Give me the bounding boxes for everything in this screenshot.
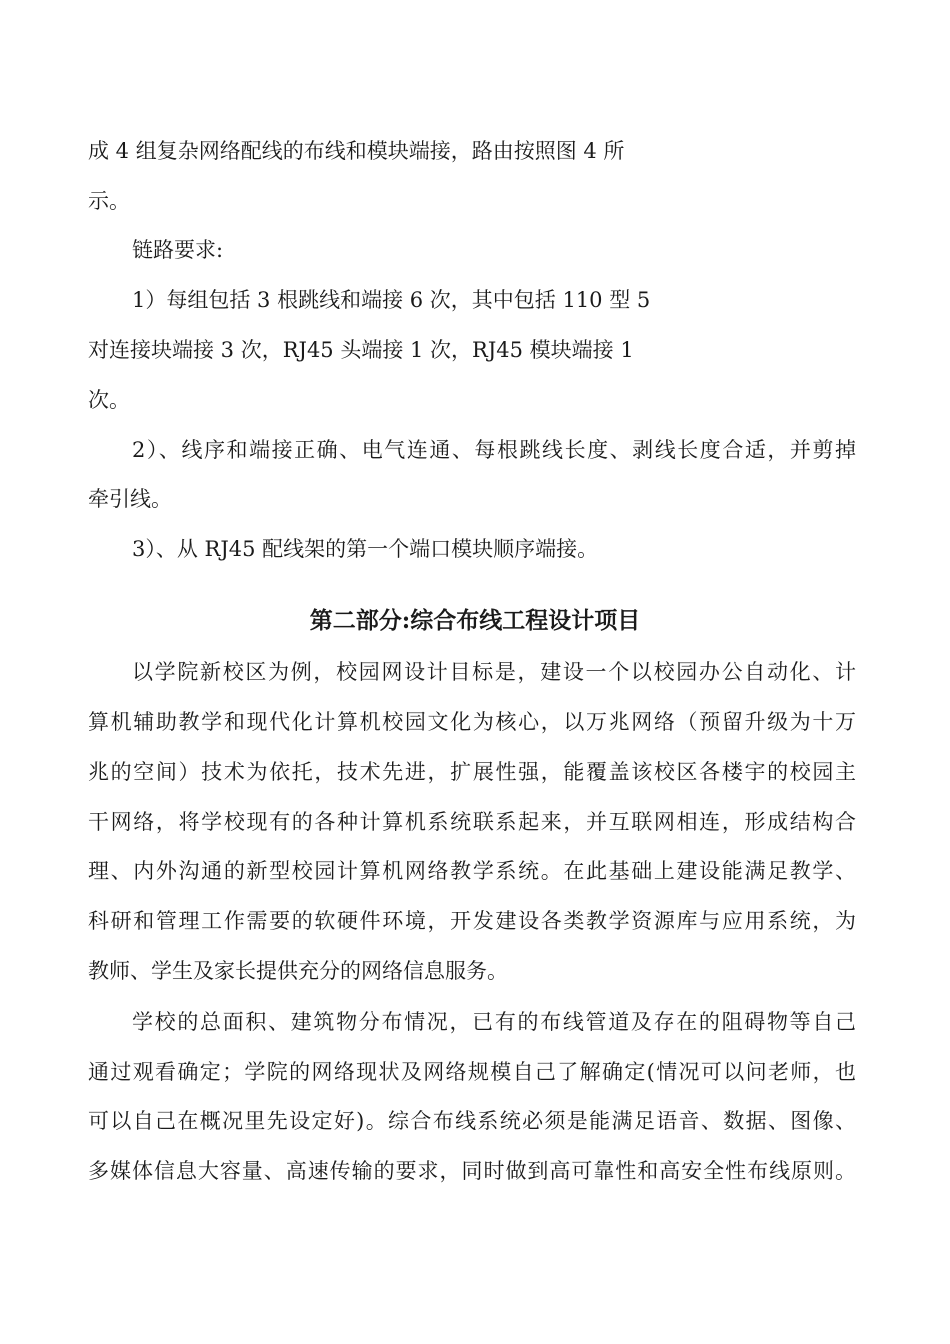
section1-line-4: 1）每组包括 3 根跳线和端接 6 次，其中包括 110 型 5 [132, 288, 651, 312]
paragraph2-line-3: 可以自己在概况里先设定好)。综合布线系统必须是能满足语音、数据、图像、 [88, 1109, 856, 1133]
paragraph1-line-2: 算机辅助教学和现代化计算机校园文化为核心，以万兆网络（预留升级为十万 [88, 710, 856, 734]
paragraph2-line-4: 多媒体信息大容量、高速传输的要求，同时做到高可靠性和高安全性布线原则。 [88, 1159, 856, 1183]
section1-line-6: 次。 [88, 388, 130, 412]
section1-line-3: 链路要求: [132, 238, 224, 262]
section1-line-9: 3）、从 RJ45 配线架的第一个端口模块顺序端接。 [132, 537, 599, 561]
paragraph1-line-6: 科研和管理工作需要的软硬件环境，开发建设各类教学资源库与应用系统，为 [88, 909, 856, 933]
paragraph1-line-5: 理、内外沟通的新型校园计算机网络教学系统。在此基础上建设能满足教学、 [88, 859, 856, 883]
paragraph2-line-1: 学校的总面积、建筑物分布情况，已有的布线管道及存在的阻碍物等自己 [132, 1010, 856, 1034]
section1-line-5: 对连接块端接 3 次，RJ45 头端接 1 次，RJ45 模块端接 1 [88, 338, 634, 362]
section1-line-8: 牵引线。 [88, 487, 172, 511]
paragraph2-line-2: 通过观看确定；学院的网络现状及网络规模自己了解确定(情况可以问老师，也 [88, 1060, 856, 1084]
paragraph1-line-7: 教师、学生及家长提供充分的网络信息服务。 [88, 959, 508, 983]
paragraph1-line-4: 干网络，将学校现有的各种计算机系统联系起来，并互联网相连，形成结构合 [88, 810, 856, 834]
section1-line-7: 2）、线序和端接正确、电气连通、每根跳线长度、剥线长度合适，并剪掉 [132, 438, 856, 462]
section1-line-2: 示。 [88, 189, 130, 213]
section1-line-1: 成 4 组复杂网络配线的布线和模块端接，路由按照图 4 所 [88, 139, 625, 163]
paragraph1-line-3: 兆的空间）技术为依托，技术先进，扩展性强，能覆盖该校区各楼宇的校园主 [88, 760, 856, 784]
paragraph1-line-1: 以学院新校区为例，校园网设计目标是，建设一个以校园办公自动化、计 [132, 660, 856, 684]
section-heading: 第二部分:综合布线工程设计项目 [309, 607, 641, 634]
